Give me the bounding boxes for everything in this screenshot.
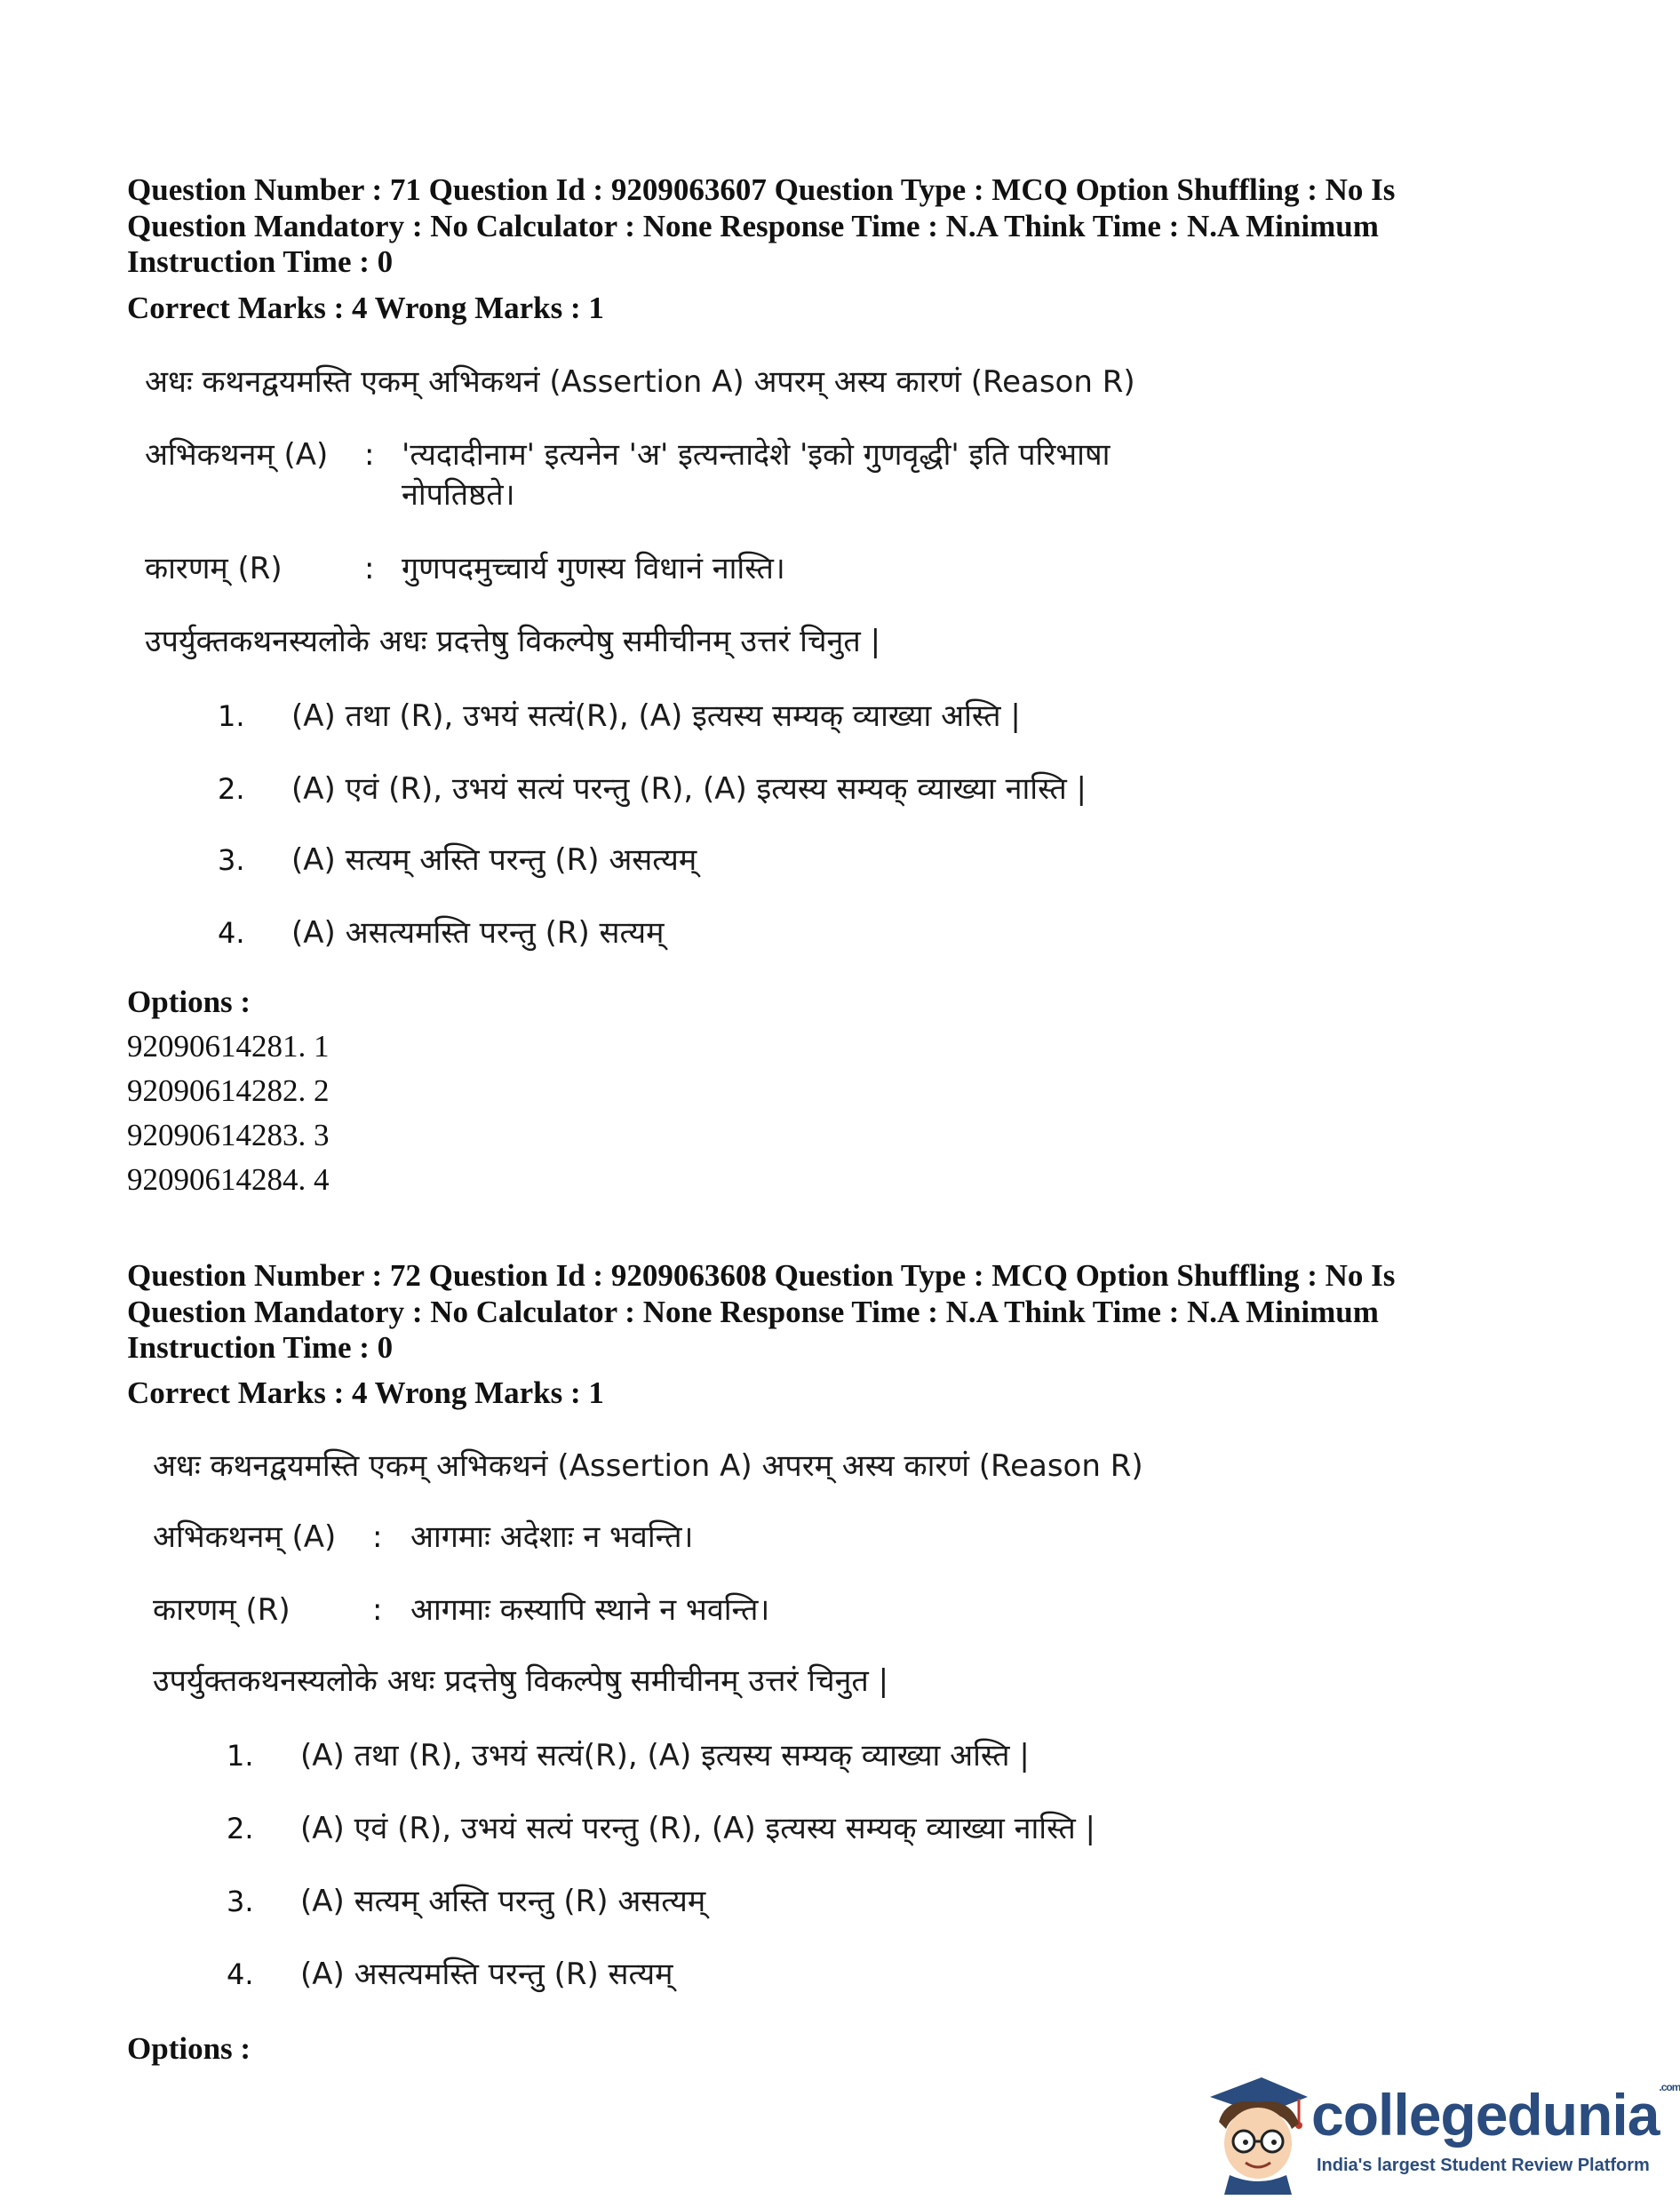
choice-number: 1.	[218, 699, 245, 733]
choice-number: 2.	[218, 772, 245, 806]
choice-number: 3.	[218, 843, 245, 877]
question-instruction: उपर्युक्तकथनस्यलोके अधः प्रदत्तेषु विकल्पेषु समीचीनम् उत्तरं चिनुत |	[145, 624, 881, 659]
choice-text: (A) एवं (R), उभयं सत्यं परन्तु (R), (A) इत्यस्य सम्यक् व्याख्या नास्ति |	[291, 771, 1087, 807]
assertion-label: अभिकथनम् (A)	[145, 437, 329, 473]
question-marks: Correct Marks : 4 Wrong Marks : 1	[127, 1375, 604, 1410]
reason-text: गुणपदमुच्चार्य गुणस्य विधानं नास्ति।	[402, 551, 785, 586]
choice-number: 1.	[227, 1739, 254, 1773]
assertion-label: अभिकथनम् (A)	[153, 1519, 337, 1555]
question-intro: अधः कथनद्वयमस्ति एकम् अभिकथनं (Assertion A) अपरम् अस्य कारणं (Reason R)	[145, 364, 1135, 400]
options-heading: Options :	[127, 2031, 251, 2066]
reason-label: कारणम् (R)	[153, 1592, 291, 1628]
choice-number: 3.	[227, 1885, 254, 1918]
question-meta: Question Number : 72 Question Id : 9209063608 Question Type : MCQ Option Shuffling : No Is Question Mandatory : No Calculator : None Response Time : N.A Think Time : N.A Minimum Instruction Time : 0	[127, 1258, 1396, 1365]
choice-text: (A) तथा (R), उभयं सत्यं(R), (A) इत्यस्य सम्यक् व्याख्या अस्ति |	[300, 1738, 1030, 1774]
reason-colon: :	[364, 551, 375, 586]
assertion-colon: :	[364, 437, 375, 473]
logo-tagline: India's largest Student Review Platform	[1317, 2156, 1650, 2175]
options-heading-clip	[127, 2031, 482, 2066]
option-id: 92090614282. 2	[127, 1073, 330, 1108]
collegedunia-logo	[1199, 2070, 1680, 2195]
assertion-text: आगमाः अदेशाः न भवन्ति।	[410, 1519, 694, 1555]
question-marks: Correct Marks : 4 Wrong Marks : 1	[127, 291, 604, 325]
student-mascot-icon	[1199, 2070, 1315, 2195]
choice-text: (A) तथा (R), उभयं सत्यं(R), (A) इत्यस्य सम्यक् व्याख्या अस्ति |	[291, 698, 1021, 734]
choice-text: (A) एवं (R), उभयं सत्यं परन्तु (R), (A) इत्यस्य सम्यक् व्याख्या नास्ति |	[300, 1811, 1095, 1846]
choice-text: (A) असत्यमस्ति परन्तु (R) सत्यम्	[291, 915, 665, 951]
choice-number: 4.	[218, 916, 245, 950]
assertion-colon: :	[372, 1519, 383, 1555]
assertion-text-line-1: 'त्यदादीनाम' इत्यनेन 'अ' इत्यन्तादेशे 'इको गुणवृद्धी' इति परिभाषा	[402, 437, 1111, 473]
choice-text: (A) सत्यम् अस्ति परन्तु (R) असत्यम्	[291, 842, 697, 878]
reason-label: कारणम् (R)	[145, 551, 283, 586]
choice-text: (A) असत्यमस्ति परन्तु (R) सत्यम्	[300, 1957, 673, 1992]
question-intro: अधः कथनद्वयमस्ति एकम् अभिकथनं (Assertion A) अपरम् अस्य कारणं (Reason R)	[153, 1448, 1143, 1484]
question-instruction: उपर्युक्तकथनस्यलोके अधः प्रदत्तेषु विकल्पेषु समीचीनम् उत्तरं चिनुत |	[153, 1663, 889, 1699]
logo-wordmark	[1311, 2081, 1680, 2148]
choice-number: 2.	[227, 1812, 254, 1845]
reason-colon: :	[372, 1592, 383, 1628]
logo-domain-suffix: .com	[1659, 2081, 1680, 2093]
option-id: 92090614281. 1	[127, 1029, 330, 1064]
options-heading: Options :	[127, 984, 251, 1019]
option-id: 92090614284. 4	[127, 1162, 330, 1197]
assertion-text-line-2: नोपतिष्ठते।	[402, 477, 515, 513]
reason-text: आगमाः कस्यापि स्थाने न भवन्ति।	[410, 1592, 770, 1628]
choice-text: (A) सत्यम् अस्ति परन्तु (R) असत्यम्	[300, 1884, 706, 1919]
logo-brand: collegedunia	[1311, 2082, 1660, 2148]
choice-number: 4.	[227, 1957, 254, 1991]
option-id: 92090614283. 3	[127, 1118, 330, 1152]
question-meta: Question Number : 71 Question Id : 9209063607 Question Type : MCQ Option Shuffling : No Is Question Mandatory : No Calculator : None Response Time : N.A Think Time : N.A Minimum Instruction Time : 0	[127, 172, 1396, 279]
